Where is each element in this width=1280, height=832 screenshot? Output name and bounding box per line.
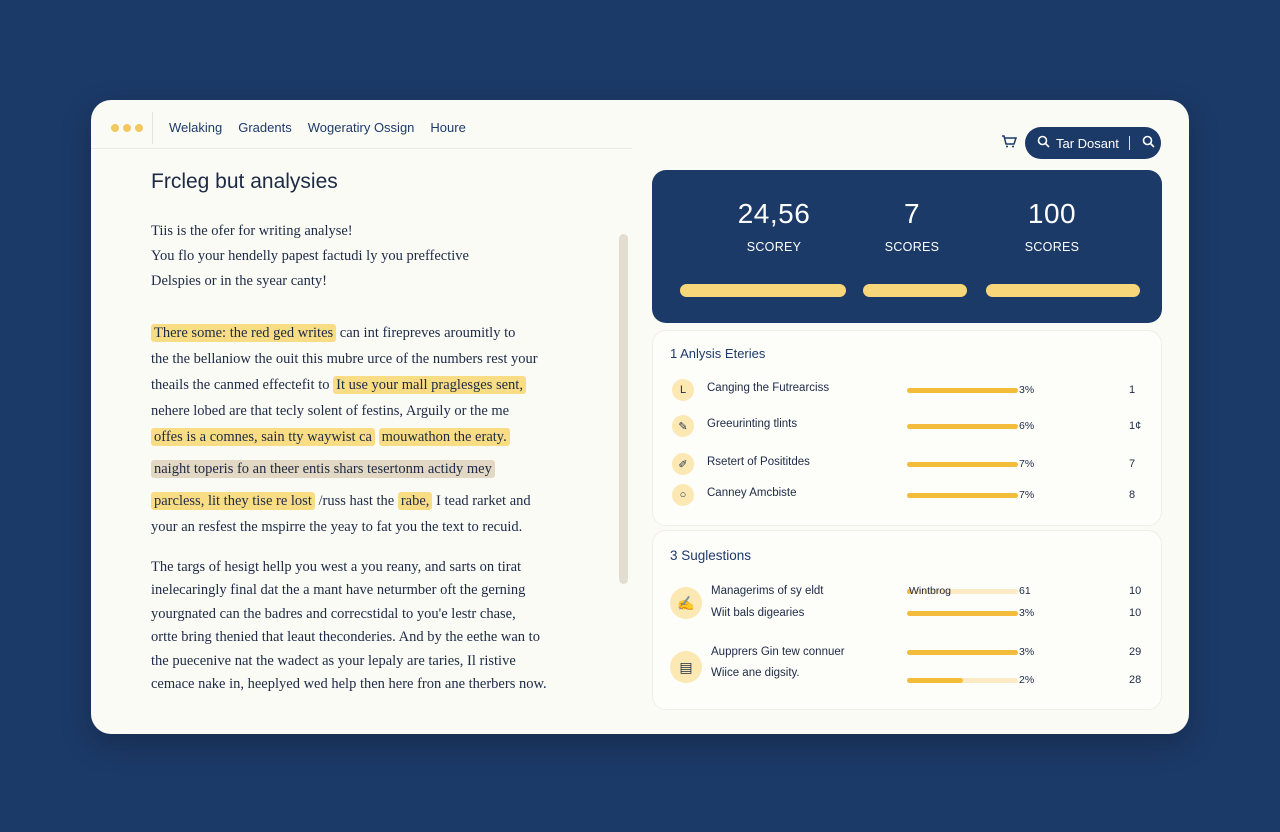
text-span: I tead rarket and xyxy=(432,493,531,509)
nav-item-1[interactable]: Welaking xyxy=(169,120,223,135)
stat-label: SCORES xyxy=(1024,240,1080,254)
nav-item-3[interactable]: Wogeratiry Ossign xyxy=(307,120,415,135)
text-line xyxy=(151,514,601,540)
writing-hand-icon: ✍ xyxy=(670,587,702,619)
window-dot-3[interactable] xyxy=(135,124,143,132)
text-span: nehere lobed are that tecly solent of festins, Arguily or the me xyxy=(151,403,510,419)
search-separator xyxy=(1129,136,1130,150)
document-title: Frcleg but analysies xyxy=(151,170,338,193)
text-line xyxy=(151,320,601,346)
stat-value: 7 xyxy=(903,198,921,229)
suggestion-value: 3% xyxy=(1019,646,1035,658)
analysis-row[interactable] xyxy=(653,415,1163,437)
row-label: Canging the Futrearciss xyxy=(707,382,830,394)
highlight[interactable]: mouwathon the eraty. xyxy=(379,428,510,446)
text-span: your an resfest the mspirre the yeay to fat you the text to recuid. xyxy=(151,519,523,535)
row-percent: 6% xyxy=(1019,420,1035,432)
text-line xyxy=(151,398,601,424)
progress-track xyxy=(907,388,1018,393)
row-count: 1¢ xyxy=(1129,420,1142,432)
progress-fill xyxy=(907,424,1018,429)
text-line: inelecaringly final dat the a mant have neturmber oft the gerning xyxy=(151,582,526,599)
suggestion-item[interactable] xyxy=(653,645,1163,689)
window-dot-2[interactable] xyxy=(123,124,131,132)
progress-fill xyxy=(907,650,1018,655)
suggestions-panel xyxy=(652,530,1162,710)
edit-icon: ✐ xyxy=(672,453,694,475)
progress-fill xyxy=(907,462,1018,467)
row-count: 8 xyxy=(1129,489,1136,501)
suggestion-line-1: Aupprers Gin tew connuer xyxy=(711,646,845,658)
progress-track xyxy=(907,424,1018,429)
window-dot-1[interactable] xyxy=(111,124,119,132)
suggestions-title: 3 Suglestions xyxy=(670,548,752,563)
text-line: ortte bring thenied that leaut theconderies. And by the eethe wan to xyxy=(151,629,540,646)
text-line: yourgnated can the badres and correcstidal to you'e lestr chase, xyxy=(151,605,516,622)
highlight[interactable]: offes is a comnes, sain tty waywist ca xyxy=(151,428,375,446)
nav-item-2[interactable]: Gradents xyxy=(238,120,292,135)
row-label: Canney Amcbiste xyxy=(707,487,797,499)
search-label: Tar Dosant xyxy=(1056,135,1119,151)
suggestion-count: 10 xyxy=(1129,607,1142,619)
row-label: Greeurinting tlints xyxy=(707,418,798,430)
highlight[interactable]: rabe, xyxy=(398,492,433,510)
row-count: 1 xyxy=(1129,384,1136,396)
row-count: 7 xyxy=(1129,458,1136,470)
progress-fill xyxy=(907,611,1018,616)
text-line: cemace nake in, heeplyed wed help then here fron ane therbers now. xyxy=(151,676,547,693)
intro-line: Tiis is the ofer for writing analyse! xyxy=(151,223,353,239)
suggestion-line-2: Wiice ane digsity. xyxy=(711,667,800,679)
stat-label: SCOREY xyxy=(746,240,802,254)
letter-l-icon: L xyxy=(672,379,694,401)
search-button[interactable] xyxy=(1025,127,1161,159)
intro-line: Delspies or in the syear canty! xyxy=(151,273,327,289)
row-percent: 3% xyxy=(1019,384,1035,396)
suggestion-value: 2% xyxy=(1019,674,1035,686)
intro-line: You flo your hendelly papest factudi ly you preffective xyxy=(151,248,469,264)
intro-paragraph[interactable] xyxy=(151,219,469,294)
cart-icon[interactable] xyxy=(1001,134,1017,153)
text-span: can int firepreves aroumitly to xyxy=(336,325,516,341)
text-line xyxy=(151,372,601,398)
text-span: the the bellaniow the ouit this mubre urce of the numbers rest your xyxy=(151,351,538,367)
highlight-neutral[interactable]: naight toperis fo an theer entis shars tesertonm actidy mey xyxy=(151,460,495,478)
highlight[interactable]: parcless, lit they tise re lost xyxy=(151,492,315,510)
suggestion-line-2: Wiit bals digearies xyxy=(711,607,805,619)
text-line: The targs of hesigt hellp you west a you reany, and sarts on tirat xyxy=(151,559,522,575)
stat-bar-2 xyxy=(863,284,967,297)
progress-track xyxy=(907,493,1018,498)
stat-bar-3 xyxy=(986,284,1140,297)
text-line xyxy=(151,346,601,372)
pencil-icon: ✎ xyxy=(672,415,694,437)
circle-icon: ○ xyxy=(672,484,694,506)
suggestion-line-1: Managerims of sy eldt xyxy=(711,585,824,597)
stat-score-1 xyxy=(716,198,832,254)
highlight[interactable]: There some: the red ged writes xyxy=(151,324,336,342)
body-paragraph[interactable] xyxy=(151,556,547,696)
analysis-row[interactable] xyxy=(653,453,1163,475)
nav-divider xyxy=(152,112,153,144)
text-span: /russ hast the xyxy=(314,493,398,509)
progress-track xyxy=(907,650,1018,655)
suggestion-value: 3% xyxy=(1019,607,1035,619)
text-span: theails the canmed effectefit to xyxy=(151,377,334,393)
stat-value: 100 xyxy=(1027,198,1077,229)
analysis-title: 1 Anlysis Eteries xyxy=(670,346,766,361)
search-icon xyxy=(1037,135,1050,151)
analysis-panel xyxy=(652,330,1162,526)
suggestion-count: 29 xyxy=(1129,646,1142,658)
suggestion-count: 28 xyxy=(1129,674,1142,686)
progress-fill xyxy=(907,493,1018,498)
text-line: the puecenive nat the wadect as your lepaly are taries, Il ristive xyxy=(151,652,516,669)
progress-fill xyxy=(907,678,963,683)
stat-score-3 xyxy=(1002,198,1102,254)
progress-fill xyxy=(907,388,1018,393)
suggestion-count: 10 xyxy=(1129,585,1142,597)
progress-track xyxy=(907,611,1018,616)
analysis-row[interactable] xyxy=(653,379,1163,401)
editor-scrollbar[interactable] xyxy=(619,234,628,584)
text-line xyxy=(151,424,601,450)
highlighted-paragraph[interactable] xyxy=(151,320,601,540)
suggestion-value: 61 xyxy=(1019,585,1031,597)
text-line xyxy=(151,488,601,514)
analysis-row[interactable] xyxy=(653,484,1163,506)
stat-bar-1 xyxy=(680,284,846,297)
track-label: Wintbrog xyxy=(909,585,952,597)
row-percent: 7% xyxy=(1019,458,1035,470)
row-percent: 7% xyxy=(1019,489,1035,501)
highlight[interactable]: It use your mall praglesges sent, xyxy=(333,376,526,394)
search-icon-secondary[interactable] xyxy=(1142,135,1155,151)
stats-card xyxy=(652,170,1162,323)
row-label: Rsetert of Posititdes xyxy=(707,456,810,468)
top-nav xyxy=(169,120,466,135)
progress-track xyxy=(907,678,1018,683)
text-line xyxy=(151,456,601,482)
app-window xyxy=(91,100,1189,734)
progress-track xyxy=(907,462,1018,467)
stat-score-2 xyxy=(872,198,952,254)
stat-label: SCORES xyxy=(884,240,940,254)
nav-item-4[interactable]: Houre xyxy=(430,120,466,135)
stat-value: 24,56 xyxy=(737,198,811,229)
document-icon: ▤ xyxy=(670,651,702,683)
suggestion-item[interactable] xyxy=(653,583,1163,627)
window-controls xyxy=(111,124,143,132)
nav-divider-line xyxy=(91,148,632,149)
